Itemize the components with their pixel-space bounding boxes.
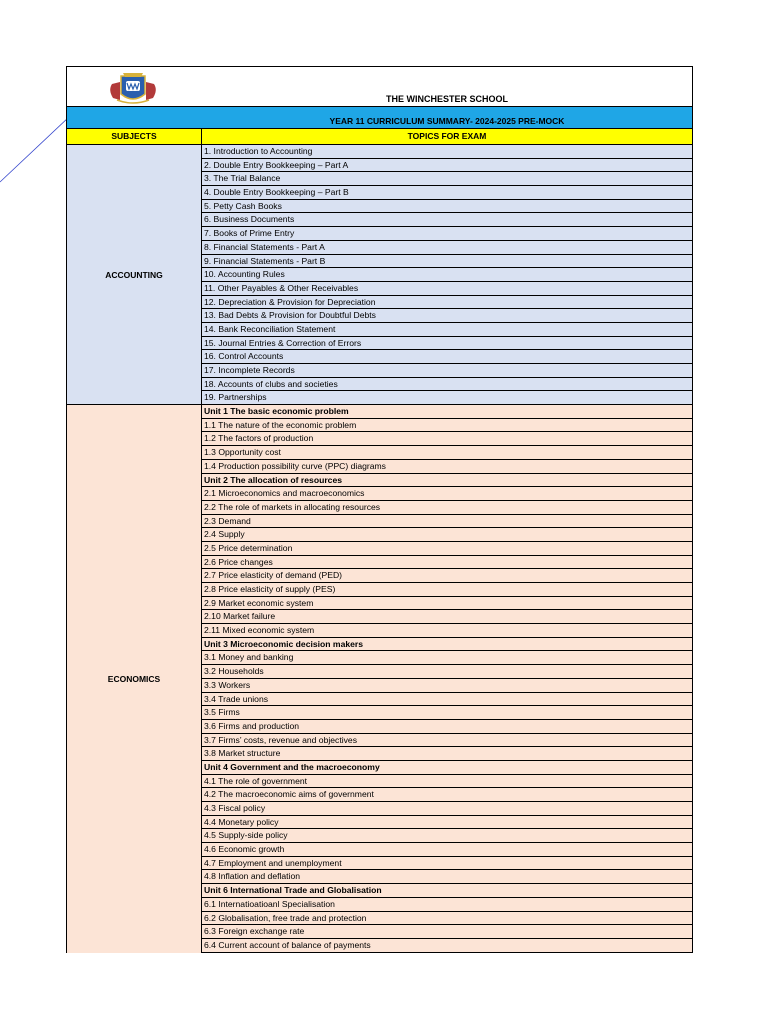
curriculum-sheet — [66, 66, 693, 953]
topic-row: 5. Petty Cash Books — [202, 200, 692, 214]
topic-row: 18. Accounts of clubs and societies — [202, 378, 692, 392]
topic-row: 2.5 Price determination — [202, 542, 692, 556]
topic-row: 3.4 Trade unions — [202, 693, 692, 707]
topic-row: 3.3 Workers — [202, 679, 692, 693]
topic-row: 14. Bank Reconciliation Statement — [202, 323, 692, 337]
header-band — [66, 66, 693, 106]
topic-row: 1.4 Production possibility curve (PPC) diagrams — [202, 460, 692, 474]
topic-row: 2.6 Price changes — [202, 556, 692, 570]
topic-row: 1.3 Opportunity cost — [202, 446, 692, 460]
topics-header: TOPICS FOR EXAM — [407, 131, 487, 141]
unit-heading-row: Unit 2 The allocation of resources — [202, 474, 692, 488]
page-title: YEAR 11 CURRICULUM SUMMARY- 2024-2025 PRE-MOCK — [329, 116, 565, 126]
topic-row: 12. Depreciation & Provision for Depreciation — [202, 296, 692, 310]
topic-row: 9. Financial Statements - Part B — [202, 255, 692, 269]
economics-subject: ECONOMICS — [67, 405, 202, 953]
topic-row: 2.1 Microeconomics and macroeconomics — [202, 487, 692, 501]
topic-row: 4.7 Employment and unemployment — [202, 857, 692, 871]
topic-row: 2.8 Price elasticity of supply (PES) — [202, 583, 692, 597]
topic-row: 4.1 The role of government — [202, 775, 692, 789]
topic-row: 6.2 Globalisation, free trade and protection — [202, 912, 692, 926]
unit-heading-row: Unit 4 Government and the macroeconomy — [202, 761, 692, 775]
topic-row: 6. Business Documents — [202, 213, 692, 227]
topic-row: 19. Partnerships — [202, 391, 692, 405]
topic-row: 3.2 Households — [202, 665, 692, 679]
topic-row: 3.1 Money and banking — [202, 651, 692, 665]
topic-row: 8. Financial Statements - Part A — [202, 241, 692, 255]
unit-heading-row: Unit 6 International Trade and Globalisation — [202, 884, 692, 898]
topic-row: 16. Control Accounts — [202, 350, 692, 364]
topic-row: 4.4 Monetary policy — [202, 816, 692, 830]
subjects-header: SUBJECTS — [67, 129, 202, 144]
accounting-subject: ACCOUNTING — [67, 145, 202, 405]
unit-heading-row: Unit 3 Microeconomic decision makers — [202, 638, 692, 652]
topic-row: 1. Introduction to Accounting — [202, 145, 692, 159]
topic-row: 3.8 Market structure — [202, 747, 692, 761]
topic-row: 4. Double Entry Bookkeeping – Part B — [202, 186, 692, 200]
topic-row: 1.2 The factors of production — [202, 432, 692, 446]
accounting-topic-list — [202, 145, 692, 405]
column-header-row — [66, 129, 693, 145]
topic-row: 13. Bad Debts & Provision for Doubtful Debts — [202, 309, 692, 323]
topic-row: 4.2 The macroeconomic aims of government — [202, 788, 692, 802]
unit-heading-row: Unit 1 The basic economic problem — [202, 405, 692, 419]
topic-row: 3.6 Firms and production — [202, 720, 692, 734]
topic-row: 2.2 The role of markets in allocating resources — [202, 501, 692, 515]
topic-row: 6.4 Current account of balance of payments — [202, 939, 692, 953]
topic-row: 6.3 Foreign exchange rate — [202, 925, 692, 939]
topic-row: 2.4 Supply — [202, 528, 692, 542]
school-name: THE WINCHESTER SCHOOL — [385, 94, 508, 104]
topic-row: 2.7 Price elasticity of demand (PED) — [202, 569, 692, 583]
topic-row: 3.7 Firms’ costs, revenue and objectives — [202, 734, 692, 748]
topic-row: 7. Books of Prime Entry — [202, 227, 692, 241]
topic-row: 1.1 The nature of the economic problem — [202, 419, 692, 433]
economics-section — [66, 405, 693, 953]
topic-row: 2.9 Market economic system — [202, 597, 692, 611]
topic-row: 2.3 Demand — [202, 515, 692, 529]
topic-row: 11. Other Payables & Other Receivables — [202, 282, 692, 296]
topic-row: 3. The Trial Balance — [202, 172, 692, 186]
school-logo-icon — [108, 70, 158, 106]
topic-row: 3.5 Firms — [202, 706, 692, 720]
title-band — [66, 106, 693, 129]
accounting-section — [66, 145, 693, 405]
topic-row: 4.6 Economic growth — [202, 843, 692, 857]
topic-row: 4.8 Inflation and deflation — [202, 870, 692, 884]
topic-row: 4.3 Fiscal policy — [202, 802, 692, 816]
topic-row: 2.11 Mixed economic system — [202, 624, 692, 638]
topic-row: 6.1 Internatioatioanl Specialisation — [202, 898, 692, 912]
topic-row: 15. Journal Entries & Correction of Errors — [202, 337, 692, 351]
topic-row: 10. Accounting Rules — [202, 268, 692, 282]
economics-topic-list — [202, 405, 692, 953]
topic-row: 4.5 Supply-side policy — [202, 829, 692, 843]
topic-row: 17. Incomplete Records — [202, 364, 692, 378]
topic-row: 2. Double Entry Bookkeeping – Part A — [202, 159, 692, 173]
topic-row: 2.10 Market failure — [202, 610, 692, 624]
